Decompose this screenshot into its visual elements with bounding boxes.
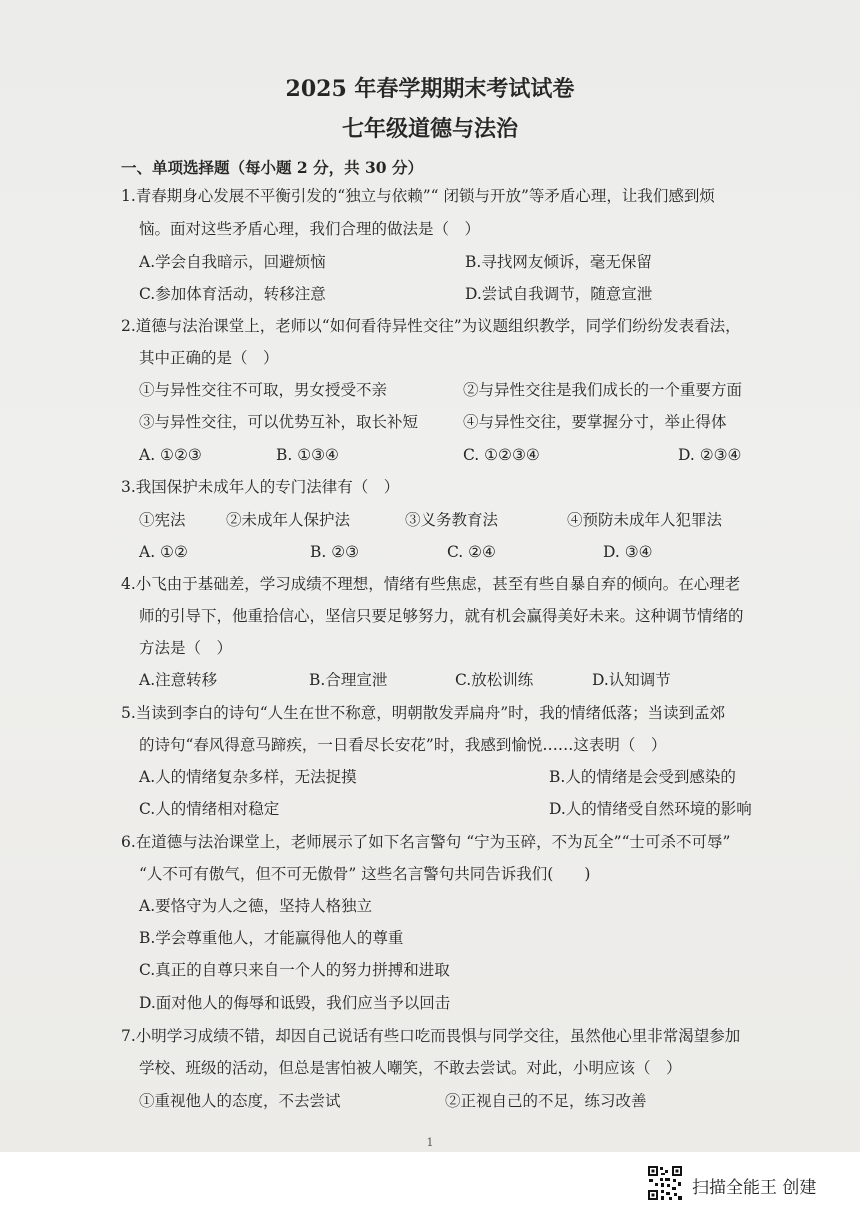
question-5-line-2: 的诗句“春风得意马蹄疾，一日看尽长安花”时，我感到愉悦……这表明（ ） [139,736,667,754]
question-1-option-a: A.学会自我暗示，回避烦恼 [139,253,326,271]
question-4-option-c: C.放松训练 [455,671,534,689]
section-heading: 一、单项选择题（每小题 2 分，共 30 分） [121,158,423,177]
question-2-option-b: B. ①③④ [276,446,339,464]
question-2-option-d: D. ②③④ [678,446,742,464]
question-2-option-a: A. ①②③ [139,446,202,464]
question-3-option-a: A. ①② [139,543,188,561]
question-5-option-d: D.人的情绪受自然环境的影响 [549,800,752,818]
question-7-line-1: 7.小明学习成绩不错，却因自己说话有些口吃而畏惧与同学交往，虽然他心里非常渴望参加 [121,1027,741,1045]
question-7-line-2: 学校、班级的活动，但总是害怕被人嘲笑，不敢去尝试。对此，小明应该（ ） [139,1059,682,1077]
question-5-line-1: 5.当读到李白的诗句“人生在世不称意，明朝散发弄扁舟”时，我的情绪低落；当读到孟郊 [121,704,726,722]
question-2-line-1: 2.道德与法治课堂上，老师以“如何看待异性交往”为议题组织教学，同学们纷纷发表看法， [121,317,741,335]
question-2-line-2: 其中正确的是（ ） [139,349,279,367]
question-4-line-1: 4.小飞由于基础差，学习成绩不理想，情绪有些焦虑，甚至有些自暴自弃的倾向。在心理老 [121,575,741,593]
question-2-statement-4: ④与异性交往，要掌握分寸，举止得体 [463,413,727,431]
question-6-option-c: C.真正的自尊只来自一个人的努力拼搏和进取 [139,961,450,979]
question-3-statement-3: ③义务教育法 [405,511,499,529]
question-4-option-a: A.注意转移 [139,671,218,689]
question-2-statement-1: ①与异性交往不可取，男女授受不亲 [139,381,388,399]
qr-code-icon [647,1165,683,1201]
question-1-option-d: D.尝试自我调节，随意宣泄 [465,285,653,303]
question-3-line-1: 3.我国保护未成年人的专门法律有（ ） [121,478,400,496]
exam-subtitle: 七年级道德与法治 [341,116,518,142]
question-2-statement-2: ②与异性交往是我们成长的一个重要方面 [463,381,743,399]
question-7-statement-2: ②正视自己的不足，练习改善 [445,1092,647,1110]
question-2-option-c: C. ①②③④ [463,446,540,464]
question-6-line-2: “人不可有傲气，但不可无傲骨” 这些名言警句共同告诉我们( ) [139,865,591,883]
question-5-option-b: B.人的情绪是会受到感染的 [549,768,736,786]
question-1-line-1: 1.青春期身心发展不平衡引发的“独立与依赖”“ 闭锁与开放”等矛盾心理，让我们感到烦 [121,187,715,205]
question-3-option-c: C. ②④ [447,543,496,561]
question-4-line-2: 师的引导下，他重拾信心，坚信只要足够努力，就有机会赢得美好未来。这种调节情绪的 [139,607,744,625]
question-6-option-d: D.面对他人的侮辱和诋毁，我们应当予以回击 [139,994,451,1012]
question-1-line-2: 恼。面对这些矛盾心理，我们合理的做法是（ ） [139,220,481,238]
question-5-option-a: A.人的情绪复杂多样，无法捉摸 [139,768,357,786]
question-4-line-3: 方法是（ ） [139,639,233,657]
question-4-option-d: D.认知调节 [592,671,671,689]
scanner-app-label: 扫描全能王 创建 [692,1178,817,1198]
question-6-option-a: A.要恪守为人之德，坚持人格独立 [139,897,373,915]
question-1-option-b: B.寻找网友倾诉，毫无保留 [465,253,652,271]
question-3-option-d: D. ③④ [603,543,653,561]
question-1-option-c: C.参加体育活动，转移注意 [139,285,326,303]
question-3-statement-2: ②未成年人保护法 [226,511,351,529]
question-6-option-b: B.学会尊重他人，才能赢得他人的尊重 [139,929,404,947]
question-3-statement-1: ①宪法 [139,511,186,529]
question-3-statement-4: ④预防未成年人犯罪法 [567,511,723,529]
question-2-statement-3: ③与异性交往，可以优势互补，取长补短 [139,413,419,431]
question-7-statement-1: ①重视他人的态度，不去尝试 [139,1092,341,1110]
exam-title: 2025 年春学期期末考试试卷 [285,76,575,102]
question-6-line-1: 6.在道德与法治课堂上，老师展示了如下名言警句 “宁为玉碎，不为瓦全”“士可杀不可辱” [121,833,731,851]
question-5-option-c: C.人的情绪相对稳定 [139,800,280,818]
question-3-option-b: B. ②③ [310,543,360,561]
question-4-option-b: B.合理宣泄 [309,671,388,689]
page-number: 1 [426,1136,434,1149]
